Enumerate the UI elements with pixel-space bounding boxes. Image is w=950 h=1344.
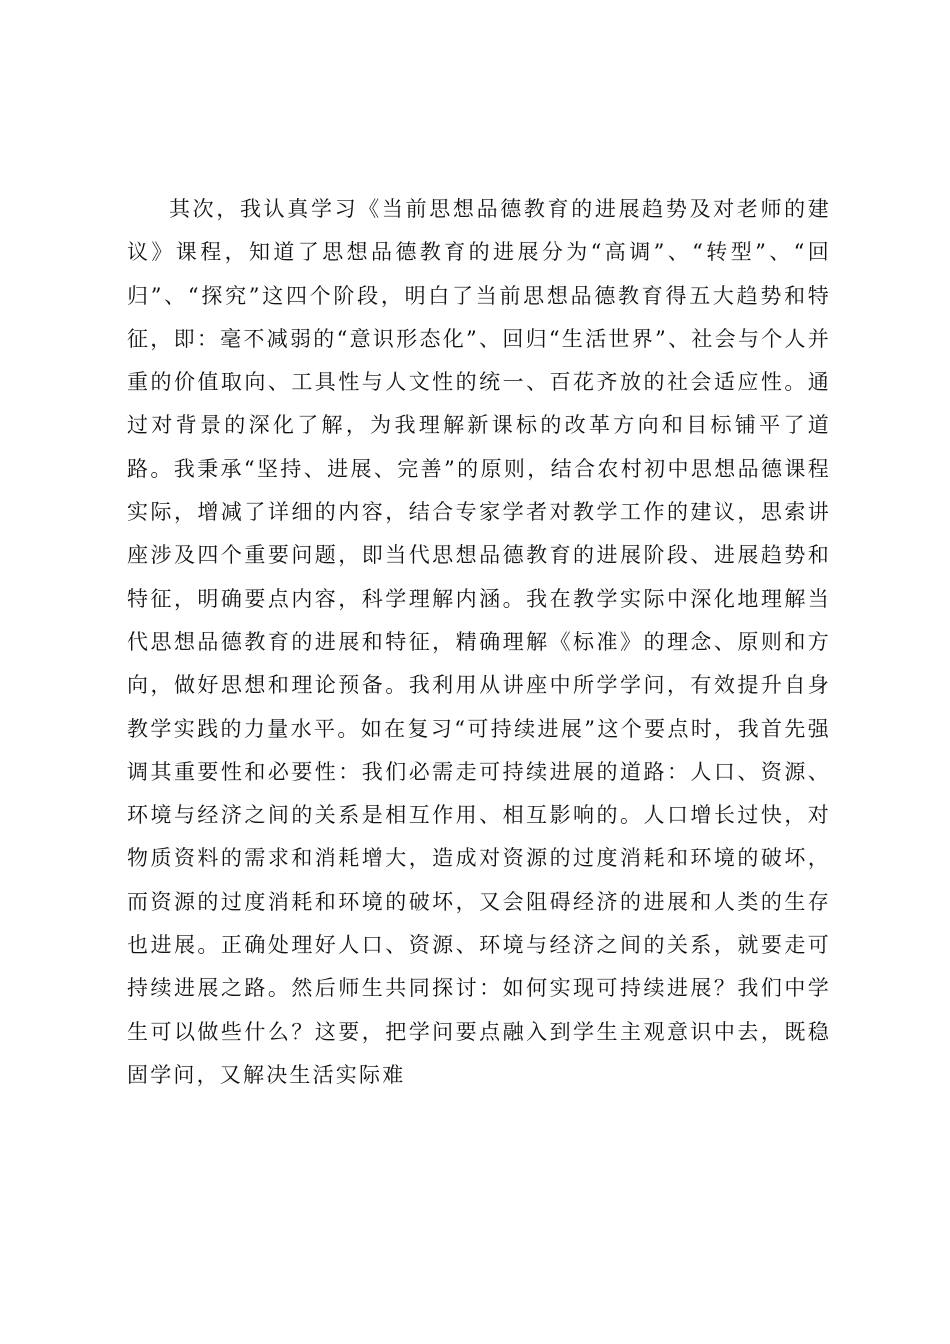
body-paragraph: 其次，我认真学习《当前思想品德教育的进展趋势及对老师的建议》课程，知道了思想品德教育的进展分为“高调”、“转型”、“回归”、“探究”这四个阶段，明白了当前思想品德教育得五大趋势和特征，即：毫不减弱的“意识形态化”、回归“生活世界”、社会与个人并重的价值取向、工具性与人文性的统一、百花齐放的社会适应性。通过对背景的深化了解，为我理解新课标的改革方向和目标铺平了道路。我秉承“坚持、进展、完善”的原则，结合农村初中思想品德课程实际，增减了详细的内容，结合专家学者对教学工作的建议，思索讲座涉及四个重要问题，即当代思想品德教育的进展阶段、进展趋势和特征，明确要点内容，科学理解内涵。我在教学实际中深化地理解当代思想品德教育的进展和特征，精确理解《标准》的理念、原则和方向，做好思想和理论预备。我利用从讲座中所学学问，有效提升自身教学实践的力量水平。如在复习“可持续进展”这个要点时，我首先强调其重要性和必要性：我们必需走可持续进展的道路：人口、资源、环境与经济之间的关系是相互作用、相互影响的。人口增长过快，对物质资料的需求和消耗增大，造成对资源的过度消耗和环境的破坏，而资源的过度消耗和环境的破坏，又会阻碍经济的进展和人类的生存也进展。正确处理好人口、资源、环境与经济之间的关系，就要走可持续进展之路。然后师生共同探讨：如何实现可持续进展？我们中学生可以做些什么？这要，把学问要点融入到学生主观意识中去，既稳固学问，又解决生活实际难 xyxy=(127,197,831,1087)
